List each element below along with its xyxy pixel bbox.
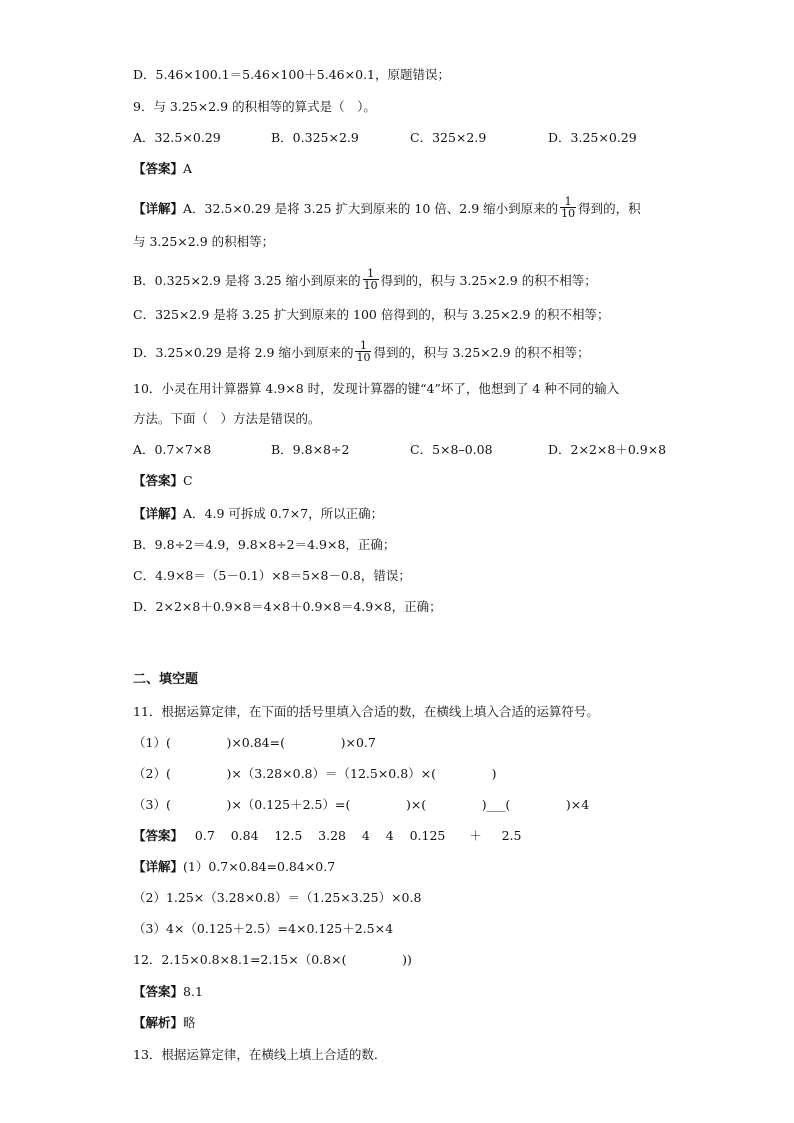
text-line: D．5.46×100.1＝5.46×100＋5.46×0.1，原题错误； (133, 67, 450, 82)
fraction (355, 340, 371, 363)
question-9: 9．与 3.25×2.9 的积相等的算式是（ ）。 (133, 99, 376, 114)
answer-tag: 【答案】 (133, 161, 184, 176)
answer-tag: 【答案】 (133, 984, 184, 999)
detail-text: 得到的，积与 3.25×2.9 的积不相等； (373, 345, 590, 360)
q9-detail-4: C．325×2.9 是将 3.25 扩大到原来的 100 倍得到的，积与 3.25×2.9 的积不相等； (133, 307, 610, 322)
fraction-denominator: 10 (561, 207, 576, 220)
q9-detail-3 (133, 267, 597, 293)
q10-answer (133, 472, 193, 490)
fraction-denominator: 10 (363, 279, 378, 292)
question-13: 13．根据运算定律，在横线上填上合适的数． (133, 1047, 387, 1062)
fraction-numerator: 1 (564, 195, 572, 208)
detail-text: D．3.25×0.29 是将 2.9 缩小到原来的 (133, 345, 354, 360)
explanation-tag: 【解析】 (133, 1015, 184, 1030)
detail-tag: 【详解】 (133, 506, 184, 521)
answer-value: A (183, 161, 193, 176)
fraction-numerator: 1 (367, 267, 375, 280)
detail-tag: 【详解】 (133, 201, 184, 216)
answer-value: 0.7 0.84 12.5 3.28 4 4 0.125 ＋ 2.5 (183, 828, 522, 843)
q9-option-b: B．0.325×2.9 (271, 130, 359, 145)
question-12: 12．2.15×0.8×8.1=2.15×（0.8×( )) (133, 952, 412, 967)
answer-value: 8.1 (183, 984, 203, 999)
q10-detail-2: B．9.8÷2＝4.9，9.8×8÷2＝4.9×8，正确； (133, 537, 396, 552)
answer-value: C (183, 473, 193, 488)
fraction-denominator: 10 (356, 351, 371, 364)
section-heading: 二、填空题 (133, 672, 199, 687)
fraction (363, 268, 379, 291)
detail-tag: 【详解】 (133, 859, 184, 874)
q9-option-c: C．325×2.9 (410, 130, 487, 145)
q11-detail-1 (133, 858, 335, 876)
explanation-value: 略 (183, 1015, 196, 1030)
q11-part-1: （1）( )×0.84=( )×0.7 (133, 735, 376, 750)
detail-text: 得到的，积与 3.25×2.9 的积不相等； (380, 273, 597, 288)
q11-part-3: （3）( )×（0.125＋2.5）=( )×( )___( )×4 (133, 797, 590, 812)
q11-detail-3: （3）4×（0.125＋2.5）=4×0.125＋2.5×4 (133, 921, 394, 936)
question-11: 11．根据运算定律，在下面的括号里填入合适的数，在横线上填入合适的运算符号。 (133, 704, 599, 719)
q9-detail-2: 与 3.25×2.9 的积相等； (133, 234, 275, 249)
answer-tag: 【答案】 (133, 828, 184, 843)
q11-part-2: （2）( )×（3.28×0.8）＝（12.5×0.8）×( ) (133, 766, 497, 781)
q10-option-b: B．9.8×8÷2 (271, 442, 350, 457)
detail-text: A．32.5×0.29 是将 3.25 扩大到原来的 10 倍、2.9 缩小到原来的 (183, 201, 559, 216)
q11-answer (133, 827, 521, 845)
detail-text: 得到的，积 (578, 201, 641, 216)
q9-detail-1 (133, 195, 641, 221)
fraction-numerator: 1 (359, 339, 367, 352)
fraction (560, 196, 576, 219)
q12-explanation (133, 1014, 196, 1032)
q10-detail-1 (133, 505, 383, 523)
q12-answer (133, 983, 203, 1001)
q9-answer (133, 160, 192, 178)
q10-detail-4: D．2×2×8＋0.9×8＝4×8＋0.9×8＝4.9×8，正确； (133, 599, 442, 614)
q11-detail-2: （2）1.25×（3.28×0.8）＝（1.25×3.25）×0.8 (133, 890, 422, 905)
q9-detail-5 (133, 339, 590, 365)
q10-detail-3: C．4.9×8＝（5－0.1）×8＝5×8－0.8，错误； (133, 568, 411, 583)
question-10-line-2: 方法。下面（ ）方法是错误的。 (133, 411, 321, 426)
detail-text: B．0.325×2.9 是将 3.25 缩小到原来的 (133, 273, 361, 288)
q9-option-a: A．32.5×0.29 (133, 130, 221, 145)
answer-tag: 【答案】 (133, 473, 184, 488)
detail-text: (1）0.7×0.84=0.84×0.7 (183, 859, 336, 874)
detail-text: A．4.9 可拆成 0.7×7，所以正确； (183, 506, 384, 521)
q10-option-c: C．5×8–0.08 (410, 442, 493, 457)
question-10-line-1: 10．小灵在用计算器算 4.9×8 时，发现计算器的键“4”坏了，他想到了 4 种不同的输入 (133, 381, 620, 396)
q9-option-d: D．3.25×0.29 (548, 130, 637, 145)
q10-option-d: D．2×2×8＋0.9×8 (548, 442, 667, 457)
q10-option-a: A．0.7×7×8 (133, 442, 212, 457)
